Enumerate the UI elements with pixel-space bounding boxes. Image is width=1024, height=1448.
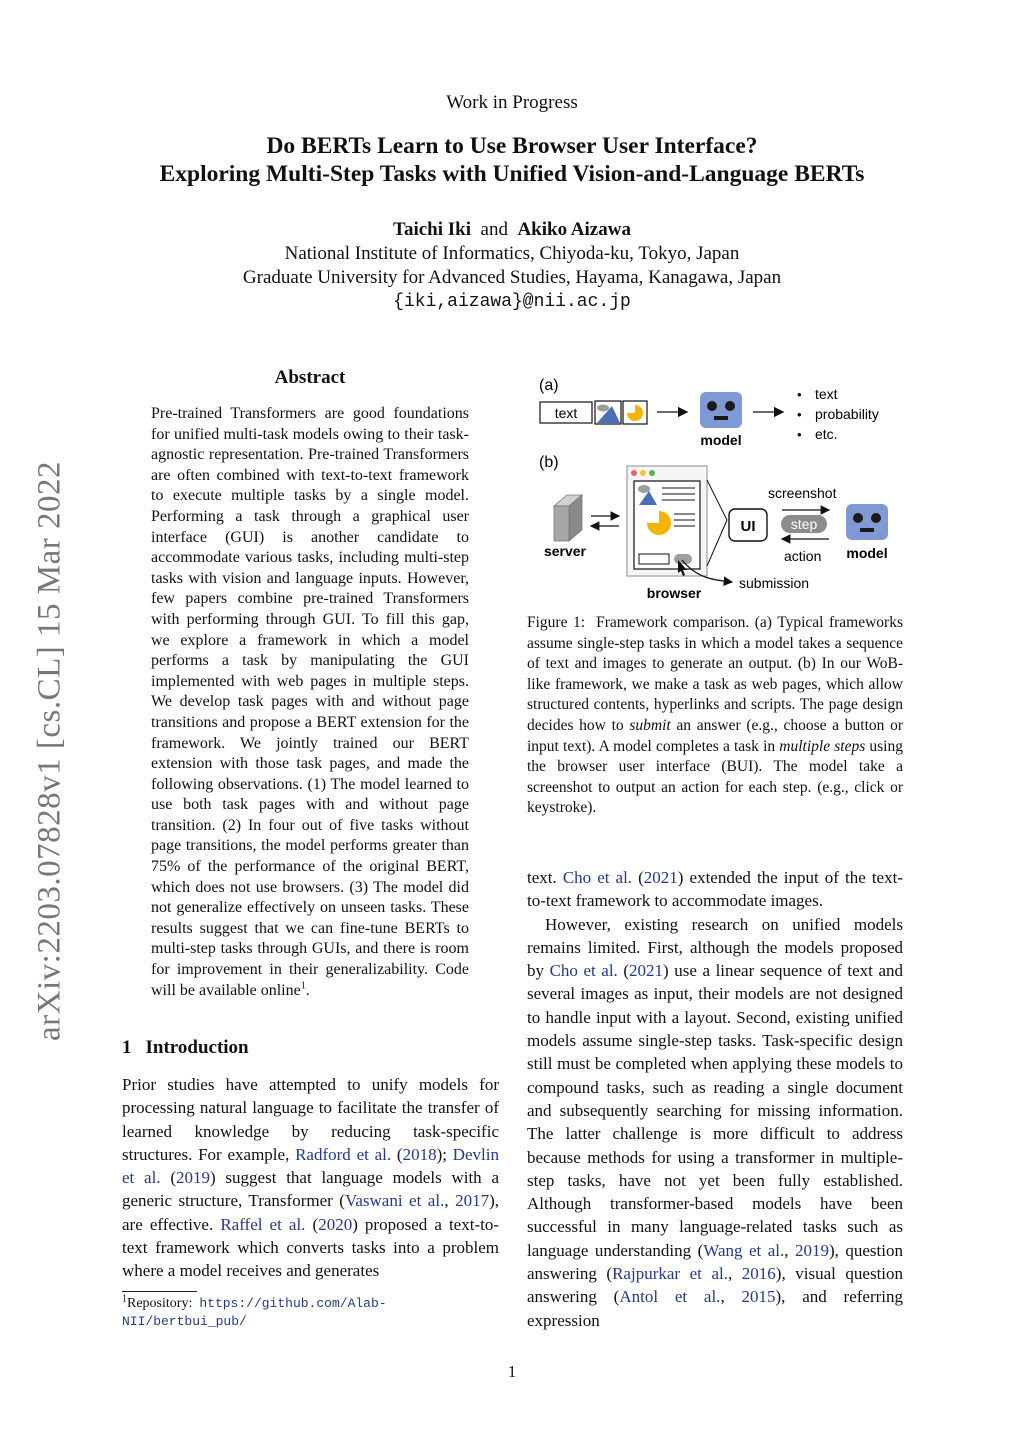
caption-emphasis: submit xyxy=(629,716,671,734)
footnote-marker[interactable]: 1 xyxy=(300,980,306,992)
repository-link[interactable]: https://github.com/Alab-NII/bertbui_pub/ xyxy=(122,1296,387,1329)
body-text: However, existing research on unified models remains limited. First, although the models proposed by xyxy=(527,914,903,981)
body-text: ) extended the input of the text-to-text framework to accommodate images. xyxy=(527,868,903,911)
author-names xyxy=(0,218,1024,242)
image-icon-triangle xyxy=(595,401,621,424)
model-label-b: model xyxy=(846,545,888,561)
citation-link[interactable]: Cho et al. xyxy=(562,868,633,887)
header-note: Work in Progress xyxy=(446,92,578,113)
right-column-body xyxy=(527,866,903,1332)
page-number: 1 xyxy=(507,1362,517,1381)
citation-link[interactable]: Rajpurkar et al. xyxy=(612,1264,728,1284)
introduction-paragraph xyxy=(122,1073,499,1283)
caption-prefix: Figure 1: xyxy=(527,614,586,631)
figure-1 xyxy=(527,370,903,605)
citation-link[interactable]: Radford et al. xyxy=(295,1144,392,1164)
body-text: , xyxy=(784,1240,795,1260)
citation-link[interactable]: 2015 xyxy=(741,1287,776,1307)
text-box-label: text xyxy=(554,405,578,421)
body-text: ( xyxy=(617,961,630,981)
body-text: ) use a linear sequence of text and several images as input, their models are not designed to handle input with a layout. Second, existing unified models assume single-step tasks. Task-specific design still must be completed when applying these models to compound tasks, such as reading a single document and subsequently searching for missing information. The latter challenge is more difficult to address because methods for using a transformer in multiple-step tasks, have not yet been fully established. Although transformer-based models have been successful in many language-related tasks such as language understanding ( xyxy=(527,961,903,1260)
step-label: step xyxy=(790,516,818,532)
body-text: ), question answering ( xyxy=(527,1240,903,1284)
affiliation-2: Graduate University for Advanced Studies, Hayama, Kanagawa, Japan xyxy=(242,267,782,288)
citation-link[interactable]: 2018 xyxy=(402,1144,437,1164)
section-number: 1 xyxy=(122,1037,132,1058)
label-a: (a) xyxy=(539,377,559,394)
caption-text: an answer (e.g., choose a button or input text). A model completes a task in xyxy=(527,716,903,755)
abstract-heading: Abstract xyxy=(274,367,346,388)
submission-label: submission xyxy=(739,575,810,591)
author-2: Akiko Aizawa xyxy=(517,219,631,240)
paragraph xyxy=(527,866,903,913)
abstract-body xyxy=(151,404,469,1001)
body-text: ), visual question answering ( xyxy=(527,1264,904,1307)
citation-link[interactable]: Devlin et al. xyxy=(122,1144,499,1188)
paper-title xyxy=(0,132,1024,188)
body-text: , xyxy=(720,1287,742,1307)
action-label: action xyxy=(784,548,822,564)
citation-link[interactable]: Cho et al. xyxy=(549,961,618,981)
ui-label: UI xyxy=(740,518,756,535)
robot-icon-b xyxy=(846,504,888,540)
title-line-2: Exploring Multi-Step Tasks with Unified Vision-and-Language BERTs xyxy=(159,161,865,187)
author-email: {iki,aizawa}@nii.ac.jp xyxy=(393,292,631,312)
robot-icon-a xyxy=(700,392,742,428)
intro-text: ) proposed a text-to-text framework which converts tasks into a problem where a model receives and generates xyxy=(122,1214,499,1281)
output-item: etc. xyxy=(815,426,838,442)
bullet: • xyxy=(797,387,802,402)
caption-text: Framework comparison. (a) Typical frameworks assume single-step tasks in which a model takes a sequence of text and images to generate an output. (b) In our WoB-like framework, we make a task as web pages, which allow structured contents, hyperlinks and scripts. The page design decides how to xyxy=(527,614,903,734)
citation-link[interactable]: Raffel et al. xyxy=(220,1214,306,1234)
section-title: Introduction xyxy=(145,1037,249,1058)
figure-1-caption xyxy=(527,613,903,819)
intro-text: ( xyxy=(391,1144,403,1164)
arxiv-sidebar xyxy=(30,448,70,1053)
intro-text: ( xyxy=(160,1168,176,1188)
citation-link[interactable]: 2021 xyxy=(643,868,678,887)
citation-link[interactable]: 2019 xyxy=(176,1168,210,1188)
body-text: ), and referring expression xyxy=(527,1287,903,1330)
footnote xyxy=(122,1295,499,1331)
body-text: ( xyxy=(632,868,644,887)
intro-text: ); xyxy=(436,1144,453,1164)
browser-window xyxy=(627,466,707,576)
intro-text: ( xyxy=(305,1214,319,1234)
output-item: probability xyxy=(815,406,879,422)
citation-link[interactable]: 2020 xyxy=(318,1214,353,1234)
title-line-1: Do BERTs Learn to Use Browser User Interface? xyxy=(266,133,758,159)
bracket-browser-ui xyxy=(707,480,727,566)
citation-link[interactable]: 2019 xyxy=(795,1240,829,1260)
arxiv-id: arXiv:2203.07828v1 [cs.CL] 15 Mar 2022 xyxy=(31,460,68,1041)
citation-link[interactable]: Wang et al. xyxy=(703,1240,785,1260)
browser-label: browser xyxy=(646,585,702,601)
caption-text: using the browser user interface (BUI). The model take a screenshot to output an action for each step. (e.g., click or keystroke). xyxy=(527,737,903,817)
section-heading-introduction xyxy=(122,1037,249,1059)
paragraph xyxy=(527,913,903,1332)
footnote-mark: 1 xyxy=(122,1293,127,1305)
abstract-text: Pre-trained Transformers are good foundations for unified multi-task models owing to their task-agnostic representation. Pre-trained Transformers are often combined with text-to-text framework to execute multiple tasks by a single model. Performing a task through a graphical user interface (GUI) is another candidate to accommodate various tasks, including multi-step tasks with vision and language inputs. However, few papers combine pre-trained Transformers with performing through GUI. To fill this gap, we explore a framework in which a model performs a task by manipulating the GUI implemented with web pages in multiple steps. We develop task pages with and without page transitions and propose a BERT extension for the framework. We jointly trained our BERT extension with those task pages, and made the following observations. (1) The model learned to use both task pages with and without page transition. (2) In four out of five tasks without page transitions, the model performs greater than 75% of the performance of the original BERT, which does not use browsers. (3) The model did not generalize effectively on unseen tasks. These results suggest that we can fine-tune BERTs to multi-step tasks through GUIs, and there is room for improvement in their generalizability. Code will be available online xyxy=(151,405,469,999)
citation-link[interactable]: 2016 xyxy=(741,1264,776,1284)
label-b: (b) xyxy=(539,454,559,471)
citation-link[interactable]: Vaswani et al. xyxy=(344,1191,445,1211)
server-label: server xyxy=(543,543,587,559)
bullet: • xyxy=(797,427,802,442)
citation-link[interactable]: 2017 xyxy=(455,1191,490,1211)
body-text: , xyxy=(727,1264,742,1284)
abstract-end: . xyxy=(305,981,310,999)
footnote-rule xyxy=(122,1291,197,1292)
figure-diagram xyxy=(527,370,903,605)
server-icon xyxy=(554,495,582,541)
image-icon-pie xyxy=(623,401,647,424)
author-block xyxy=(0,218,1024,314)
screenshot-label: screenshot xyxy=(768,485,837,501)
intro-text: ), are effective. xyxy=(122,1191,500,1234)
intro-text: , xyxy=(444,1191,456,1211)
intro-text: ) suggest that language models with a generic structure, Transformer ( xyxy=(122,1168,499,1211)
output-item: text xyxy=(815,386,838,402)
author-1: Taichi Iki xyxy=(393,219,472,240)
affiliation-1: National Institute of Informatics, Chiyoda-ku, Tokyo, Japan xyxy=(284,243,740,264)
intro-text: Prior studies have attempted to unify models for processing natural language to facilitate the transfer of learned knowledge by reducing task-specific structures. For example, xyxy=(122,1075,499,1164)
model-label-a: model xyxy=(700,432,742,448)
citation-link[interactable]: 2021 xyxy=(629,961,664,981)
author-and: and xyxy=(480,219,508,240)
citation-link[interactable]: Antol et al. xyxy=(619,1287,721,1307)
footnote-label: Repository: xyxy=(127,1296,193,1311)
body-text: text. xyxy=(527,868,563,887)
caption-emphasis: multiple steps xyxy=(779,737,866,755)
bullet: • xyxy=(797,407,802,422)
